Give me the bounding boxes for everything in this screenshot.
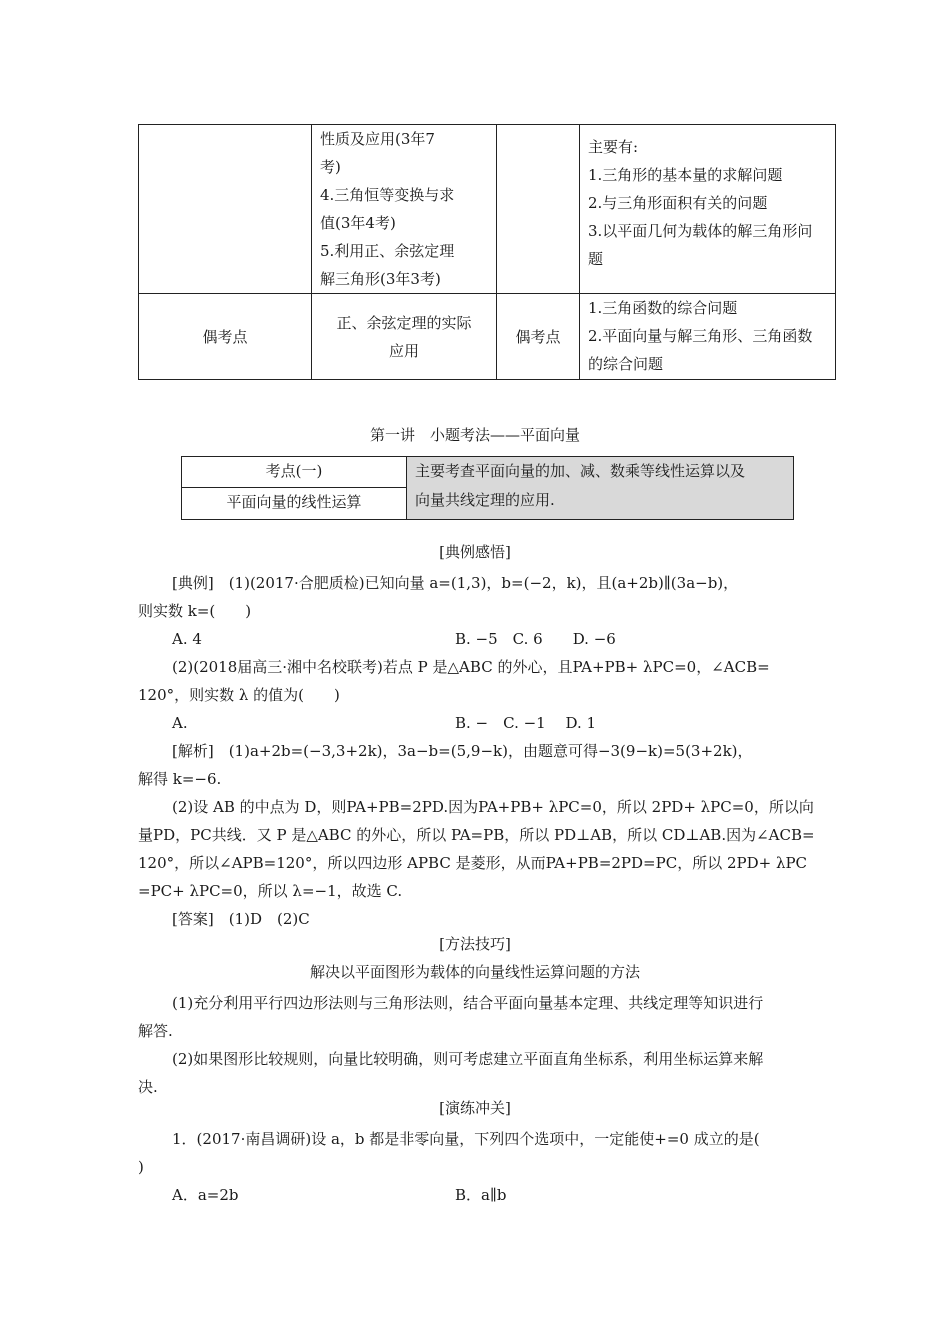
- kaodian-desc-line: 向量共线定理的应用.: [415, 491, 555, 509]
- solution-line: 120°，所以∠APB=120°，所以四边形 APBC 是菱形，从而PA+PB=2PD=PC，所以 2PD+ λPC: [138, 854, 808, 872]
- method-line: (2)如果图形比较规则，向量比较明确，则可考虑建立平面直角坐标系，利用坐标运算来解: [172, 1050, 764, 1068]
- section-heading-dianli: [典例感悟]: [439, 543, 511, 561]
- option-a: A.: [172, 714, 188, 732]
- section-heading-yanlian: [演练冲关]: [439, 1099, 511, 1117]
- method-line: 解答.: [138, 1022, 173, 1040]
- example-line: 则实数 k=( ): [138, 602, 252, 620]
- table-line: 应用: [388, 341, 419, 360]
- exercise-option-a: A．a=2b: [172, 1186, 239, 1204]
- table-line: 5.利用正、余弦定理: [320, 242, 455, 260]
- example-line: [典例] (1)(2017·合肥质检)已知向量 a=(1,3)，b=(−2，k)，且(a+2b)∥(3a−b)，: [172, 574, 739, 592]
- options-bcd: B. −5 C. 6 D. −6: [455, 630, 616, 648]
- table-line: 主要有:: [588, 138, 639, 156]
- solution-line: =PC+ λPC=0，所以 λ=−1，故选 C.: [138, 882, 403, 900]
- solution-line: (2)设 AB 的中点为 D，则PA+PB=2PD.因为PA+PB+ λPC=0，所以 2PD+ λPC=0，所以向: [172, 798, 814, 816]
- solution-line: 量PD，PC共线．又 P 是△ABC 的外心，所以 PA=PB，所以 PD⊥AB，所以 CD⊥AB.因为∠ACB=: [138, 826, 815, 844]
- kaodian-number: 考点(一): [182, 457, 406, 488]
- exercise-line: 1．(2017·南昌调研)设 a，b 都是非零向量，下列四个选项中，一定能使+=0 成立的是(: [172, 1130, 760, 1148]
- method-line: 决.: [138, 1078, 158, 1096]
- table-line: 解三角形(3年3考): [320, 270, 441, 288]
- table-cell-occasional-topic: [312, 294, 497, 380]
- table-cell-empty: [497, 125, 580, 294]
- table-line: 的综合问题: [588, 355, 664, 373]
- table-line: 题: [588, 250, 604, 268]
- options-bcd: B. − C. −1 D. 1: [455, 714, 597, 732]
- kaodian-desc-line: 主要考查平面向量的加、减、数乘等线性运算以及: [415, 462, 746, 480]
- table-cell-occasional-label: 偶考点: [139, 294, 312, 380]
- solution-line: 解得 k=−6.: [138, 770, 222, 788]
- table-cell-frequent-topics: [312, 125, 497, 294]
- table-line: 正、余弦定理的实际: [336, 313, 472, 332]
- kaodian-description: [406, 457, 793, 519]
- table-line: 3.以平面几何为载体的解三角形问: [588, 222, 813, 240]
- exercise-option-b: B．a∥b: [455, 1186, 507, 1204]
- table-cell-main-problems: [580, 125, 836, 294]
- method-line: (1)充分利用平行四边形法则与三角形法则，结合平面向量基本定理、共线定理等知识进行: [172, 994, 764, 1012]
- solution-line: [解析] (1)a+2b=(−3,3+2k)，3a−b=(5,9−k)，由题意可得−3(9−k)=5(3+2k)，: [172, 742, 753, 760]
- table-line: 4.三角恒等变换与求: [320, 186, 455, 204]
- example-line: (2)(2018届高三·湘中名校联考)若点 P 是△ABC 的外心，且PA+PB+ λPC=0，∠ACB=: [172, 658, 770, 676]
- example-line: 120°，则实数 λ 的值为( ): [138, 686, 340, 704]
- table-line: 2.与三角形面积有关的问题: [588, 194, 768, 212]
- exam-points-table: [138, 124, 836, 380]
- table-line: 1.三角形的基本量的求解问题: [588, 166, 783, 184]
- answer-line: [答案] (1)D (2)C: [172, 910, 310, 928]
- table-line: 1.三角函数的综合问题: [588, 299, 738, 317]
- lecture-title: 第一讲 小题考法——平面向量: [369, 426, 580, 444]
- kaodian-name: 平面向量的线性运算: [226, 493, 362, 511]
- exercise-line: ): [138, 1158, 144, 1176]
- table-cell-occasional-label-2: 偶考点: [497, 294, 580, 380]
- table-line: 2.平面向量与解三角形、三角函数: [588, 327, 813, 345]
- table-line: 性质及应用(3年7: [320, 130, 435, 148]
- section-heading-fangfa: [方法技巧]: [439, 935, 511, 953]
- kaodian-box: [181, 456, 794, 520]
- option-a: A. 4: [172, 630, 202, 648]
- table-cell-empty: [139, 125, 312, 294]
- table-cell-occasional-problems: [580, 294, 836, 380]
- table-line: 考): [320, 158, 341, 176]
- method-title: 解决以平面图形为载体的向量线性运算问题的方法: [309, 963, 640, 981]
- table-line: 值(3年4考): [320, 214, 396, 232]
